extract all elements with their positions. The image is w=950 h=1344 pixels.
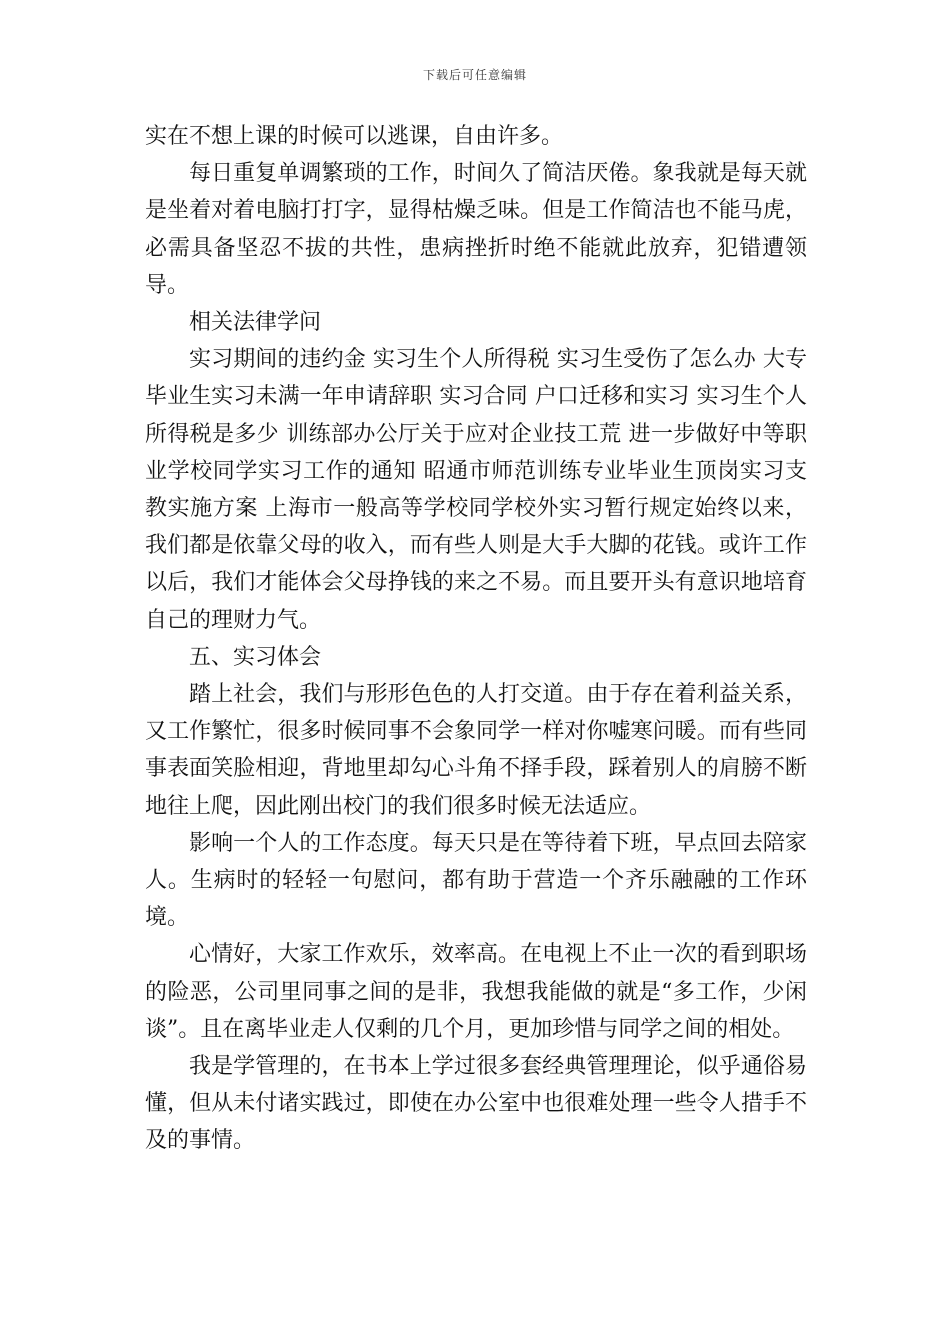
paragraph: 每日重复单调繁琐的工作，时间久了简洁厌倦。象我就是每天就是坐着对着电脑打打字，显得枯燥乏味。但是工作简洁也不能马虎，必需具备坚忍不拔的共性，患病挫折时绝不能就此放弃，犯错遭领导。	[145, 161, 807, 298]
section-heading: 相关法律学问	[189, 310, 322, 336]
page-header: 下载后可任意编辑	[422, 68, 527, 82]
paragraph: 实在不想上课的时候可以逃课，自由许多。	[145, 124, 564, 149]
document-body	[145, 118, 807, 1160]
paragraph: 踏上社会，我们与形形色色的人打交道。由于存在着利益关系，又工作繁忙，很多时候同事不会象同学一样对你嘘寒问暖。而有些同事表面笑脸相迎，背地里却勾心斗角不择手段，踩着别人的肩膀不断地往上爬，因此刚出校门的我们很多时候无法适应。	[145, 682, 807, 819]
paragraph: 我是学管理的，在书本上学过很多套经典管理理论，似乎通俗易懂，但从未付诸实践过，即使在办公室中也很难处理一些令人措手不及的事情。	[145, 1054, 807, 1154]
paragraph: 心情好，大家工作欢乐，效率高。在电视上不止一次的看到职场的险恶，公司里同事之间的是非，我想我能做的就是“多工作，少闲谈”。且在离毕业走人仅剩的几个月，更加珍惜与同学之间的相处。	[145, 942, 807, 1042]
paragraph: 影响一个人的工作态度。每天只是在等待着下班，早点回去陪家人。生病时的轻轻一句慰问，都有助于营造一个齐乐融融的工作环境。	[145, 830, 807, 931]
paragraph: 实习期间的违约金 实习生个人所得税 实习生受伤了怎么办 大专毕业生实习未满一年申请辞职 实习合同 户口迁移和实习 实习生个人所得税是多少 训练部办公厅关于应对企业技工荒 进一步做好中等职业学校同学实习工作的通知 昭通市师范训练专业毕业生顶岗实习支教实施方案 上海市一般高等学校同学校外实习暂行规定始终以来，我们都是依靠父母的收入，而有些人则是大手大脚的花钱。或许工作以后，我们才能体会父母挣钱的来之不易。而且要开头有意识地培育自己的理财力气。	[145, 347, 807, 633]
section-heading: 五、实习体会	[189, 644, 322, 670]
